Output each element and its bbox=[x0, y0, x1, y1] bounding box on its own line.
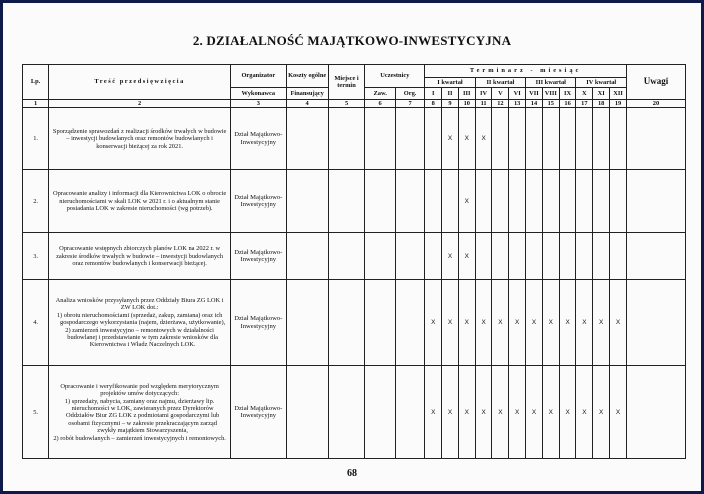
row-org bbox=[395, 108, 424, 170]
page-title: 2. DZIAŁALNOŚĆ MAJĄTKOWO-INWESTYCYJNA bbox=[192, 33, 512, 48]
month-mark: X bbox=[458, 366, 475, 459]
month-mark: X bbox=[475, 366, 492, 459]
header-zaw: Zaw. bbox=[365, 88, 395, 100]
description-line: 2) zamierzeń inwestycyjno – remontowych w działalności budowlanej i przedstawianie w tym zakresie wniosków dla Kierownictwa i Władz Naczelnych LOK. bbox=[65, 326, 218, 349]
row-description bbox=[49, 233, 231, 280]
month-mark: X bbox=[542, 366, 559, 459]
row-description bbox=[49, 366, 231, 459]
row-koszty bbox=[286, 233, 328, 280]
month-mark: X bbox=[593, 366, 610, 459]
row-wykonawca: Dział Majątkowo-Inwestycyjny bbox=[230, 233, 286, 280]
row-zaw bbox=[365, 233, 395, 280]
row-wykonawca: Dział Majątkowo-Inwestycyjny bbox=[230, 170, 286, 233]
table-row bbox=[23, 280, 686, 366]
description-line: 1) obrotu nieruchomościami (sprzedaż, zakup, zamiana) oraz ich gospodarczego wykorzystania (najem, dzierżawa, użytkowanie), bbox=[56, 311, 226, 327]
row-miejsce bbox=[328, 366, 365, 459]
month-mark: X bbox=[526, 366, 543, 459]
header-month: III bbox=[458, 88, 475, 100]
row-number: 4. bbox=[23, 280, 49, 366]
month-mark: X bbox=[492, 366, 509, 459]
header-month: II bbox=[442, 88, 459, 100]
month-mark bbox=[559, 233, 576, 280]
header-month: VI bbox=[509, 88, 526, 100]
column-number: 4 bbox=[286, 100, 328, 108]
column-number: 15 bbox=[542, 100, 559, 108]
header-tresc: Treść przedsięwzięcia bbox=[49, 65, 231, 100]
header-uczestnicy: Uczestnicy bbox=[365, 65, 425, 88]
row-wykonawca: Dział Majątkowo-Inwestycyjny bbox=[230, 108, 286, 170]
row-miejsce bbox=[328, 233, 365, 280]
column-number-row bbox=[23, 100, 686, 108]
month-mark bbox=[542, 170, 559, 233]
month-mark: X bbox=[425, 366, 442, 459]
month-mark: X bbox=[509, 366, 526, 459]
month-mark bbox=[542, 233, 559, 280]
description-line: 2) robót budowlanych – zamierzeń inwestycyjnych i remontowych. bbox=[53, 434, 226, 442]
month-mark: X bbox=[576, 366, 593, 459]
row-description bbox=[49, 280, 231, 366]
description-line: Sporządzenie sprawozdań z realizacji środków trwałych w budowie – inwestycji budowlanych oraz remontów budowlanych i konserwacji bieżącej za rok 2021. bbox=[52, 127, 227, 150]
row-zaw bbox=[365, 280, 395, 366]
column-number: 12 bbox=[492, 100, 509, 108]
month-mark: X bbox=[610, 366, 627, 459]
header-month: VIII bbox=[542, 88, 559, 100]
row-org bbox=[395, 366, 424, 459]
month-mark bbox=[593, 233, 610, 280]
header-month: X bbox=[576, 88, 593, 100]
month-mark bbox=[576, 233, 593, 280]
month-mark: X bbox=[509, 280, 526, 366]
month-mark: X bbox=[542, 280, 559, 366]
month-mark bbox=[509, 108, 526, 170]
row-koszty bbox=[286, 170, 328, 233]
header-month: XII bbox=[610, 88, 627, 100]
row-org bbox=[395, 280, 424, 366]
month-mark bbox=[425, 108, 442, 170]
header-miejsce: Miejsce i termin bbox=[328, 65, 365, 100]
table-row bbox=[23, 170, 686, 233]
row-number: 1. bbox=[23, 108, 49, 170]
column-number: 9 bbox=[442, 100, 459, 108]
row-koszty bbox=[286, 108, 328, 170]
month-mark: X bbox=[526, 280, 543, 366]
row-koszty bbox=[286, 366, 328, 459]
row-miejsce bbox=[328, 170, 365, 233]
row-wykonawca: Dział Majątkowo-Inwestycyjny bbox=[230, 280, 286, 366]
header-kwartal-1: I kwartał bbox=[425, 78, 475, 88]
header-organizator: Organizator bbox=[230, 65, 286, 88]
month-mark bbox=[610, 170, 627, 233]
column-number: 2 bbox=[49, 100, 231, 108]
month-mark bbox=[559, 108, 576, 170]
month-mark bbox=[526, 233, 543, 280]
description-line: Analiza wniosków przysyłanych przez Oddziały Biura ZG LOK i ZW LOK dot.: bbox=[55, 296, 224, 312]
month-mark bbox=[610, 233, 627, 280]
month-mark: X bbox=[458, 108, 475, 170]
row-miejsce bbox=[328, 108, 365, 170]
description-line: Opracowanie i weryfikowanie pod względem merytorycznym projektów umów dotyczących: bbox=[60, 382, 219, 398]
month-mark bbox=[475, 233, 492, 280]
row-number: 5. bbox=[23, 366, 49, 459]
month-mark bbox=[576, 170, 593, 233]
month-mark bbox=[475, 170, 492, 233]
row-uwagi bbox=[627, 233, 686, 280]
month-mark bbox=[576, 108, 593, 170]
month-mark: X bbox=[559, 280, 576, 366]
row-koszty bbox=[286, 280, 328, 366]
month-mark bbox=[593, 170, 610, 233]
row-description bbox=[49, 108, 231, 170]
header-month: VII bbox=[526, 88, 543, 100]
row-zaw bbox=[365, 108, 395, 170]
header-uwagi: Uwagi bbox=[627, 65, 686, 100]
table-row bbox=[23, 108, 686, 170]
column-number: 17 bbox=[576, 100, 593, 108]
header-terminarz: Terminarz - miesiąc bbox=[425, 65, 627, 78]
month-mark: X bbox=[425, 280, 442, 366]
month-mark: X bbox=[442, 366, 459, 459]
description-line: Opracowanie analizy i informacji dla Kierownictwa LOK o obrocie nieruchomościami w skali LOK w 2021 r. i o aktualnym stanie posiadania LOK w zakresie nieruchomości (wg potrzeb). bbox=[53, 190, 227, 213]
row-uwagi bbox=[627, 170, 686, 233]
schedule-table bbox=[22, 64, 686, 459]
month-mark bbox=[542, 108, 559, 170]
row-number: 3. bbox=[23, 233, 49, 280]
header-finansujacy: Finansujący bbox=[286, 88, 328, 100]
header-month: IX bbox=[559, 88, 576, 100]
header-kwartal-2: II kwartał bbox=[475, 78, 525, 88]
month-mark: X bbox=[442, 280, 459, 366]
month-mark: X bbox=[475, 280, 492, 366]
header-kwartal-4: IV kwartał bbox=[576, 78, 627, 88]
column-number: 3 bbox=[230, 100, 286, 108]
column-number: 10 bbox=[458, 100, 475, 108]
header-kwartal-3: III kwartał bbox=[526, 78, 576, 88]
month-mark bbox=[526, 170, 543, 233]
month-mark: X bbox=[559, 366, 576, 459]
column-number: 1 bbox=[23, 100, 49, 108]
row-uwagi bbox=[627, 280, 686, 366]
row-zaw bbox=[365, 170, 395, 233]
month-mark: X bbox=[492, 280, 509, 366]
month-mark: X bbox=[593, 280, 610, 366]
month-mark bbox=[442, 170, 459, 233]
header-lp: Lp. bbox=[23, 65, 49, 100]
month-mark bbox=[425, 233, 442, 280]
header-month: XI bbox=[593, 88, 610, 100]
header-month: IV bbox=[475, 88, 492, 100]
table-row bbox=[23, 233, 686, 280]
month-mark: X bbox=[458, 280, 475, 366]
column-number: 18 bbox=[593, 100, 610, 108]
row-description bbox=[49, 170, 231, 233]
page-number: 68 bbox=[347, 468, 357, 479]
month-mark bbox=[425, 170, 442, 233]
row-zaw bbox=[365, 366, 395, 459]
header-wykonawca: Wykonawca bbox=[230, 88, 286, 100]
month-mark bbox=[593, 108, 610, 170]
description-line: 1) sprzedaży, nabycia, zamiany oraz najmu, dzierżawy lip. nieruchomości w LOK, zawieranych przez Dyrektorów Oddziałów Biur ZG LOK z podmiotami gospodarczymi lub osobami fizycznymi – w zakresie przekraczającym zarząd zwykły majątkiem Stowarzyszenia, bbox=[64, 397, 220, 435]
header-month: I bbox=[425, 88, 442, 100]
column-number: 19 bbox=[610, 100, 627, 108]
month-mark bbox=[610, 108, 627, 170]
month-mark bbox=[509, 233, 526, 280]
column-number: 16 bbox=[559, 100, 576, 108]
header-row-1 bbox=[23, 65, 686, 78]
row-org bbox=[395, 233, 424, 280]
month-mark bbox=[492, 170, 509, 233]
month-mark: X bbox=[458, 170, 475, 233]
column-number: 8 bbox=[425, 100, 442, 108]
document-page bbox=[3, 3, 701, 491]
column-number: 6 bbox=[365, 100, 395, 108]
month-mark bbox=[559, 170, 576, 233]
month-mark bbox=[492, 233, 509, 280]
month-mark: X bbox=[442, 233, 459, 280]
month-mark: X bbox=[458, 233, 475, 280]
row-uwagi bbox=[627, 366, 686, 459]
header-month: V bbox=[492, 88, 509, 100]
table-row bbox=[23, 366, 686, 459]
description-line: Opracowanie wstępnych zbiorczych planów LOK na 2022 r. w zakresie środków trwałych w budowie – inwestycji budowlanych oraz remontów budowlanych i konserwacji bieżącej. bbox=[56, 245, 224, 268]
column-number: 14 bbox=[526, 100, 543, 108]
row-number: 2. bbox=[23, 170, 49, 233]
row-miejsce bbox=[328, 280, 365, 366]
month-mark: X bbox=[576, 280, 593, 366]
month-mark: X bbox=[475, 108, 492, 170]
row-org bbox=[395, 170, 424, 233]
month-mark bbox=[509, 170, 526, 233]
header-org: Org. bbox=[395, 88, 424, 100]
column-number: 11 bbox=[475, 100, 492, 108]
month-mark: X bbox=[442, 108, 459, 170]
month-mark bbox=[492, 108, 509, 170]
month-mark: X bbox=[610, 280, 627, 366]
column-number: 7 bbox=[395, 100, 424, 108]
row-uwagi bbox=[627, 108, 686, 170]
month-mark bbox=[526, 108, 543, 170]
column-number: 5 bbox=[328, 100, 365, 108]
column-number: 20 bbox=[627, 100, 686, 108]
column-number: 13 bbox=[509, 100, 526, 108]
row-wykonawca: Dział Majątkowo-Inwestycyjny bbox=[230, 366, 286, 459]
header-koszty: Koszty ogólne bbox=[286, 65, 328, 88]
